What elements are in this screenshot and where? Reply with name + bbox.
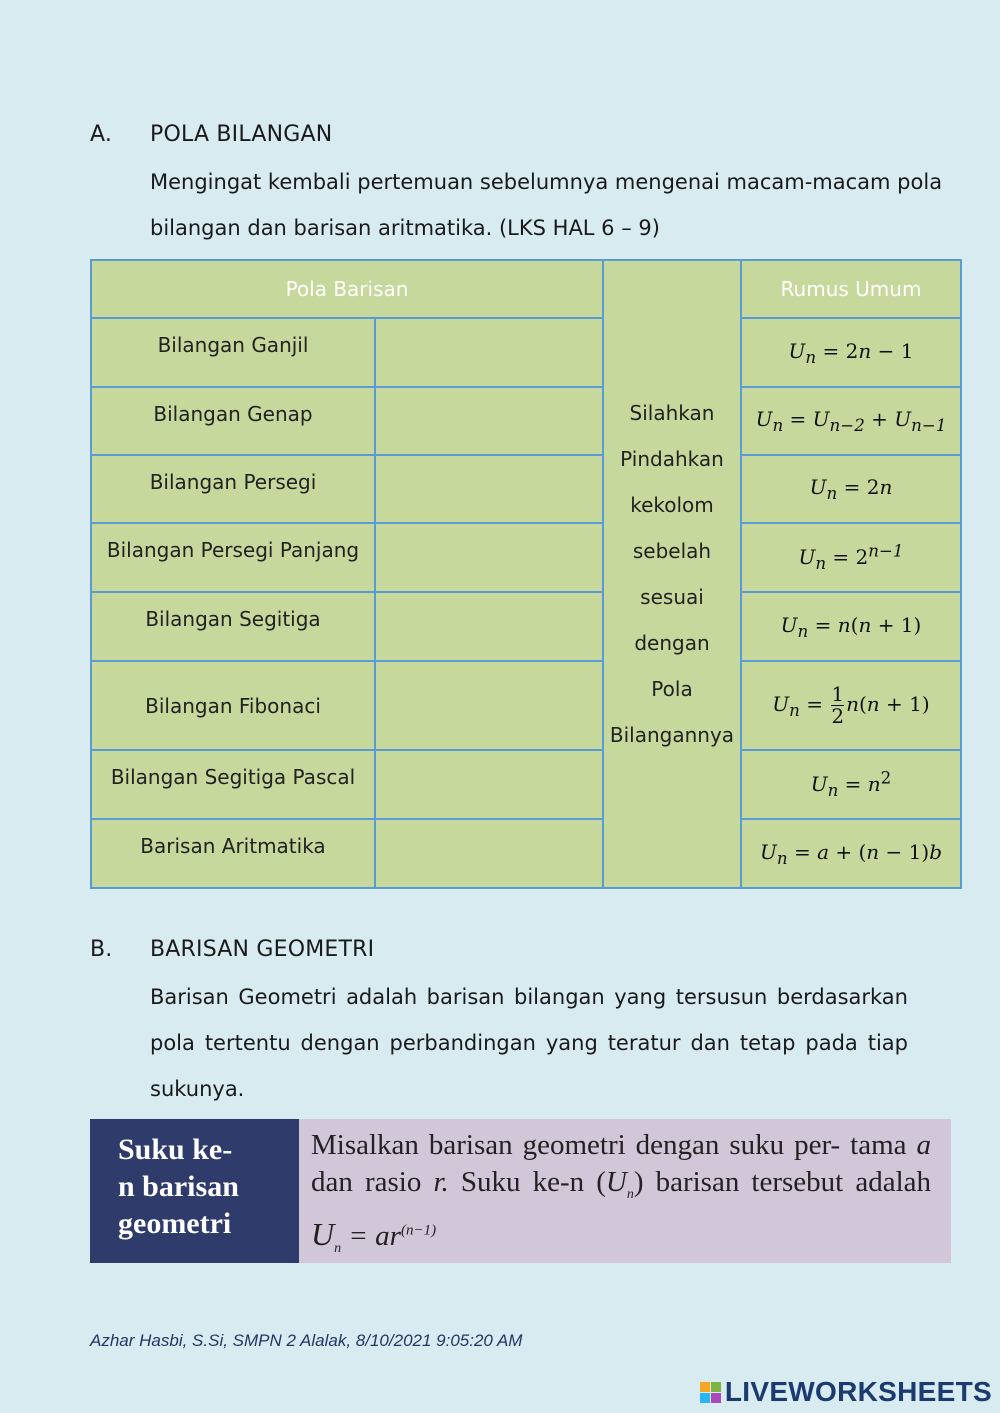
formula-card[interactable]: $U_n = 2^{n-1}$ xyxy=(741,523,961,592)
variable-r: r. xyxy=(433,1166,449,1198)
header-rumus-umum: Rumus Umum xyxy=(741,260,961,318)
header-pola-barisan: Pola Barisan xyxy=(91,260,603,318)
instruction-line: Pindahkan xyxy=(620,447,724,471)
formula-card[interactable]: $U_n = U_{n-2} + U_{n-1}$ xyxy=(741,387,961,455)
formula-rhs: = ar xyxy=(348,1220,401,1253)
variable-a: a xyxy=(916,1129,931,1161)
formula-card[interactable]: $U_n = a + (n - 1)b$ xyxy=(741,819,961,888)
section-a-intro-line2: bilangan dan barisan aritmatika. (LKS HAL 6 – 9) xyxy=(150,216,660,240)
section-a-title: POLA BILANGAN xyxy=(150,122,333,147)
section-a-number: A. xyxy=(90,122,113,147)
drop-target-cell[interactable] xyxy=(375,318,603,387)
callout-body xyxy=(299,1119,951,1263)
drop-target-cell[interactable] xyxy=(375,523,603,592)
section-a-heading xyxy=(90,122,332,147)
callout-label-line: geometri xyxy=(118,1207,232,1240)
section-a-intro xyxy=(150,159,942,251)
section-b-line1: Barisan Geometri adalah barisan bilangan yang tersusun berdasarkan pola xyxy=(150,985,908,1055)
pola-bilangan-table xyxy=(90,259,962,889)
callout-text: tama xyxy=(850,1129,907,1161)
callout-text: Misalkan barisan geometri dengan suku per- xyxy=(311,1129,841,1161)
pattern-name-cell: Bilangan Persegi xyxy=(91,455,375,523)
drop-target-cell[interactable] xyxy=(375,455,603,523)
drop-target-cell[interactable] xyxy=(375,592,603,661)
formula-lhs: U xyxy=(311,1216,335,1253)
instruction-line: dengan xyxy=(634,631,710,655)
pattern-name-cell: Bilangan Fibonaci xyxy=(91,661,375,750)
callout-label-line: Suku ke- xyxy=(118,1133,233,1166)
formula-card[interactable]: $U_n = 2n$ xyxy=(741,455,961,523)
callout-formula xyxy=(311,1216,437,1257)
instruction-line: Pola xyxy=(651,677,693,701)
section-b-heading xyxy=(90,937,374,962)
drop-target-cell[interactable] xyxy=(375,661,603,750)
instruction-line: Silahkan xyxy=(629,401,715,425)
section-b-definition xyxy=(150,974,908,1112)
section-b-line2: tertentu dengan perbandingan yang teratur dan tetap pada tiap sukunya. xyxy=(150,1031,908,1101)
drop-target-cell[interactable] xyxy=(375,387,603,455)
callout-text: dan rasio xyxy=(311,1166,422,1198)
drop-target-cell[interactable] xyxy=(375,819,603,888)
formula-exponent: (n−1) xyxy=(400,1222,437,1239)
geometric-formula-callout xyxy=(90,1119,951,1263)
formula-sub: n xyxy=(334,1241,342,1257)
callout-label xyxy=(90,1119,299,1263)
footer-credit: Azhar Hasbi, S.Si, SMPN 2 Alalak, 8/10/2021 9:05:20 AM xyxy=(90,1331,523,1350)
section-a-intro-line1: Mengingat kembali pertemuan sebelumnya mengenai macam-macam pola xyxy=(150,170,943,194)
formula-card[interactable]: $U_n = n^2$ xyxy=(741,750,961,819)
callout-text: Suku ke-n xyxy=(460,1166,585,1198)
instruction-line: sebelah xyxy=(632,539,712,563)
instruction-line: kekolom xyxy=(630,493,714,517)
instruction-cell xyxy=(603,260,741,888)
pattern-name-cell: Bilangan Persegi Panjang xyxy=(91,523,375,592)
section-b-title: BARISAN GEOMETRI xyxy=(150,937,375,962)
callout-text: barisan tersebut adalah xyxy=(655,1166,931,1198)
pattern-name-cell: Bilangan Segitiga Pascal xyxy=(91,750,375,819)
formula-card[interactable]: $U_n = n(n + 1)$ xyxy=(741,592,961,661)
liveworksheets-wordmark: LIVEWORKSHEETS xyxy=(724,1376,992,1407)
callout-label-line: n barisan xyxy=(118,1170,239,1203)
formula-card[interactable]: $U_n$ = $\frac{1}{2}$ n(n + 1) xyxy=(741,661,961,750)
pattern-name-cell: Barisan Aritmatika xyxy=(91,819,375,888)
pattern-name-cell: Bilangan Ganjil xyxy=(91,318,375,387)
pattern-name-cell: Bilangan Segitiga xyxy=(91,592,375,661)
formula-card[interactable]: $U_n = 2n - 1$ xyxy=(741,318,961,387)
section-b-number: B. xyxy=(90,937,113,962)
drop-target-cell[interactable] xyxy=(375,750,603,819)
instruction-line: sesuai xyxy=(640,585,704,609)
pattern-name-cell: Bilangan Genap xyxy=(91,387,375,455)
instruction-line: Bilangannya xyxy=(609,723,735,747)
liveworksheets-logo[interactable] xyxy=(700,1376,992,1408)
un-symbol: $(U_n)$ xyxy=(596,1166,644,1202)
liveworksheets-icon xyxy=(700,1382,721,1403)
